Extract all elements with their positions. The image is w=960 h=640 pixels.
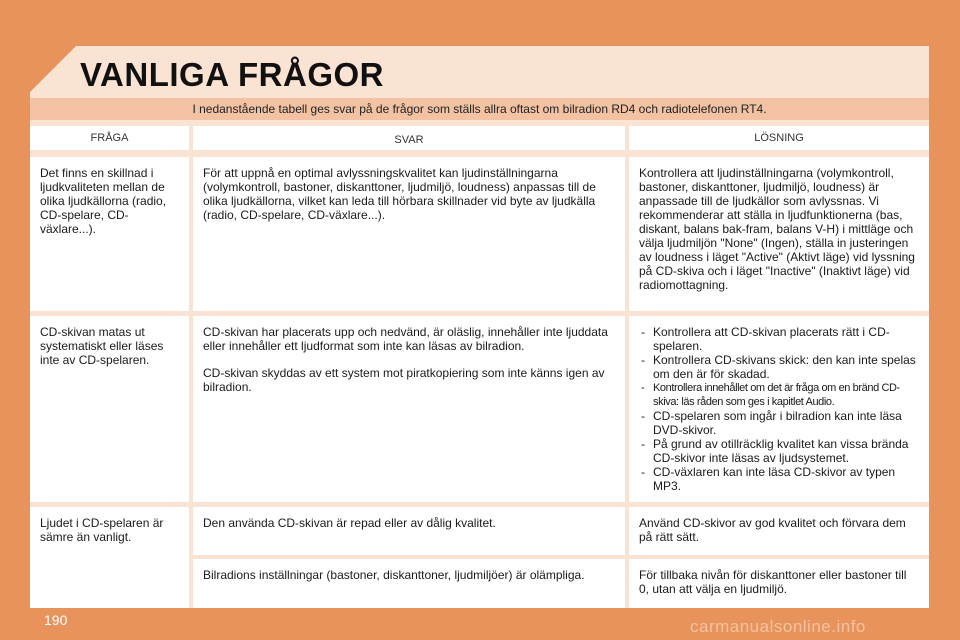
row3a-answer: Den använda CD-skivan är repad eller av dålig kvalitet. [203, 516, 496, 530]
row2-solution-cell [629, 316, 929, 502]
list-item: - På grund av otillräcklig kvalitet kan vissa brända CD-skivor inte läsas av ljudsystemet. [639, 437, 919, 465]
page-number: 190 [44, 612, 68, 628]
list-item: - CD-spelaren som ingår i bilradion kan inte läsa DVD-skivor. [639, 409, 919, 437]
header-question: FRÅGA [30, 126, 189, 150]
row3-question: Ljudet i CD-spelaren är sämre än vanligt. [40, 516, 164, 544]
row3a-solution-cell [629, 507, 929, 555]
row3a-solution: Använd CD-skivor av god kvalitet och förvara dem på rätt sätt. [639, 516, 906, 544]
row2-question-cell [30, 316, 189, 502]
row1-answer-cell [193, 157, 625, 311]
row1-question: Det finns en skillnad i ljudkvaliteten mellan de olika ljudkällorna (radio, CD-spelare, CD-växlare...). [40, 166, 167, 236]
list-item: - Kontrollera innehållet om det är fråga om en bränd CD-skiva: läs råden som ges i kapitlet Audio. [639, 381, 919, 409]
row3b-answer: Bilradions inställningar (bastoner, diskanttoner, ljudmiljöer) är olämpliga. [203, 568, 585, 582]
intro-text: I nedanstående tabell ges svar på de frågor som ställs allra oftast om bilradion RD4 och radiotelefonen RT4. [30, 98, 929, 120]
folded-corner [30, 46, 76, 92]
header-answer: SVAR [193, 126, 625, 150]
row2-question: CD-skivan matas ut systematiskt eller läses inte av CD-spelaren. [40, 325, 164, 367]
row1-solution-cell [629, 157, 929, 311]
list-item: - Kontrollera CD-skivans skick: den kan inte spelas om den är för skadad. [639, 353, 919, 381]
row2-answer-paragraph-2: CD-skivan skyddas av ett system mot piratkopiering som inte känns igen av bilradion. [203, 366, 605, 394]
row2-solution-list [639, 325, 919, 493]
row3-question-cell [30, 507, 189, 608]
page-title: VANLIGA FRÅGOR [80, 56, 384, 93]
row2-answer-cell [193, 316, 625, 502]
row3b-solution: För tillbaka nivån för diskanttoner eller bastoner till 0, utan att välja en ljudmiljö. [639, 568, 907, 596]
row1-answer: För att uppnå en optimal avlyssningskvalitet kan ljudinställningarna (volymkontroll, bastoner, diskanttoner, ljudmiljö, loudness) anpassas till de olika ljudkällorna, vilket kan leda till hörbara skillnader vid byte av ljudkälla (radio, CD-spelare, CD-växlare...). [203, 166, 596, 222]
row1-solution: Kontrollera att ljudinställningarna (volymkontroll, bastoner, diskanttoner, ljudmiljö, loudness) är anpassade till de ljudkällor som avlyssnas. Vi rekommenderar att ställa in ljudfunktionerna (bas, diskant, balans bak-fram, balans V-H) i mittläge och välja ljudmiljön "None" (Ingen), ställa in justeringen av loudness i läget "Active" (Aktivt läge) vid lyssning på CD-skiva och i läget "Inactive" (Inaktivt läge) vid radiomottagning. [639, 166, 915, 292]
row3b-answer-cell [193, 559, 625, 608]
row2-answer-paragraph-1: CD-skivan har placerats upp och nedvänd, är oläslig, innehåller inte ljuddata eller innehåller ett ljudformat som inte kan läsas av bilradion. [203, 325, 608, 353]
row3a-answer-cell [193, 507, 625, 555]
header-solution: LÖSNING [629, 126, 929, 150]
list-item: - Kontrollera att CD-skivan placerats rätt i CD-spelaren. [639, 325, 919, 353]
row1-question-cell [30, 157, 189, 311]
row3b-solution-cell [629, 559, 929, 608]
watermark: carmanualsonline.info [690, 617, 866, 636]
list-item: - CD-växlaren kan inte läsa CD-skivor av typen MP3. [639, 465, 919, 493]
